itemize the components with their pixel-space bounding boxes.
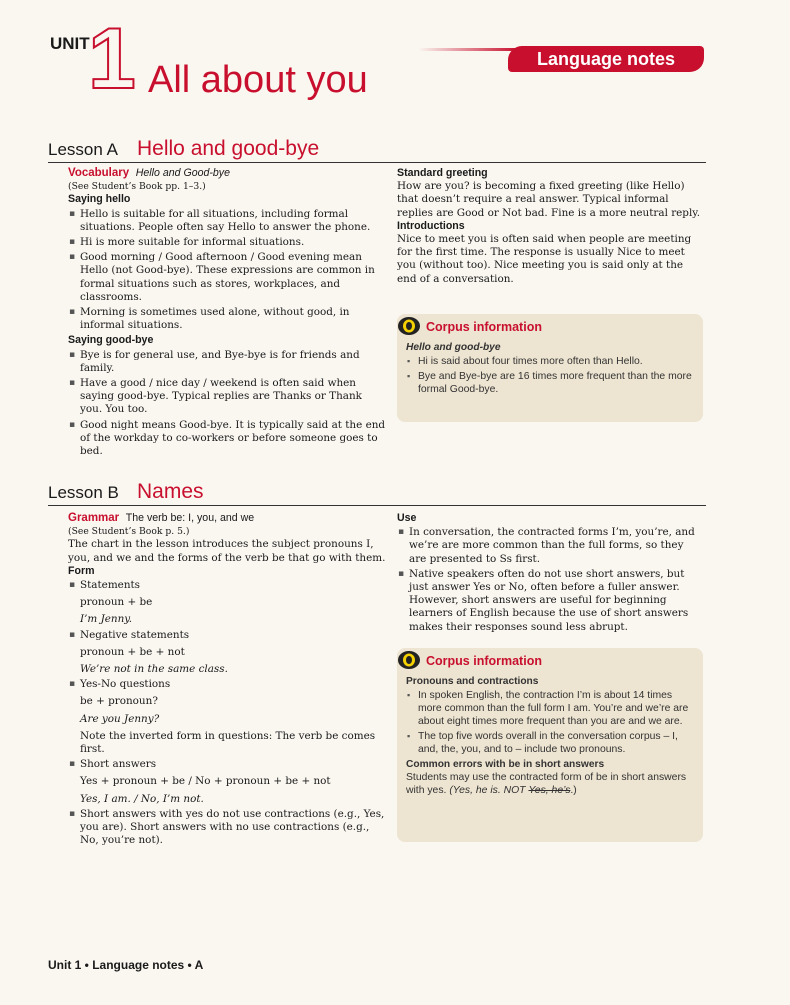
- vocabulary-keyword: Vocabulary: [68, 167, 130, 179]
- grammar-reference: (See Student’s Book p. 5.): [68, 526, 190, 538]
- list-item: ▪ Morning is sometimes used alone, without good, in informal situations.: [68, 306, 386, 332]
- use-heading: Use: [397, 512, 417, 524]
- introductions-heading: Introductions: [397, 219, 465, 232]
- form-example: We’re not in the same class.: [80, 663, 228, 676]
- list-item: ▪ Have a good / nice day / weekend is often said when saying good-bye. Typical replies are Thanks or Thank you. You too.: [68, 377, 386, 417]
- grammar-keyword: Grammar: [68, 512, 120, 524]
- corpus-box-a: [397, 314, 703, 422]
- lesson-b-header: [48, 479, 706, 506]
- lesson-b-right-column: [397, 512, 703, 636]
- form-label: ▪ Negative statements: [80, 628, 190, 641]
- list-item: ▪ Bye is for general use, and Bye-bye is for friends and family.: [68, 349, 386, 375]
- form-example: I’m Jenny.: [80, 613, 133, 626]
- unit-number: 1: [88, 11, 136, 107]
- list-item: [68, 758, 386, 806]
- list-item: ▪ The top five words overall in the conversation corpus – I, and, the, you, and to – include two pronouns.: [406, 730, 694, 756]
- vocabulary-topic: Hello and Good-bye: [135, 167, 230, 179]
- form-example: Are you Jenny?: [80, 712, 160, 725]
- saying-goodbye-heading: Saying good-bye: [68, 334, 154, 347]
- form-note: Note the inverted form in questions: The verb be comes first.: [80, 729, 376, 756]
- list-item: ▪ Hi is said about four times more often than Hello.: [406, 355, 694, 368]
- use-list: [397, 526, 703, 634]
- list-item: ▪ Hi is more suitable for informal situations.: [68, 236, 386, 249]
- eye-icon: [397, 650, 421, 670]
- form-formula: be + pronoun?: [80, 695, 158, 708]
- corpus-heading: Common errors with be in short answers: [406, 759, 605, 770]
- banner-line: [418, 48, 518, 51]
- list-item: ▪ In spoken English, the contraction I’m is about 14 times more common than the full form I am. You’re and we’re are about eight times more frequent than you are and we are.: [406, 689, 694, 728]
- saying-hello-heading: Saying hello: [68, 193, 131, 206]
- form-label: ▪ Yes-No questions: [80, 678, 171, 691]
- corpus-heading: Hello and good-bye: [406, 342, 501, 353]
- list-item: [68, 629, 386, 677]
- form-formula: pronoun + be + not: [80, 645, 185, 658]
- vocabulary-reference: (See Student’s Book pp. 1–3.): [68, 181, 206, 193]
- list-item: ▪ Good night means Good-bye. It is typically said at the end of the workday to co-workers or before someone goes to bed.: [68, 419, 386, 459]
- language-notes-banner: Language notes: [508, 46, 704, 72]
- standard-greeting-heading: Standard greeting: [397, 167, 488, 179]
- list-item: ▪ Good morning / Good afternoon / Good evening mean Hello (not Good-bye). These expressions are common in formal situations such as stores, workplaces, and classrooms.: [68, 251, 386, 304]
- list-item: ▪ Hello is suitable for all situations, including formal situations. People often say Hello to answer the phone.: [68, 208, 386, 234]
- grammar-topic: The verb be: I, you, and we: [125, 512, 255, 524]
- corpus-title: Corpus information: [426, 654, 542, 668]
- lesson-a-title: Hello and good-bye: [137, 137, 320, 160]
- form-label: ▪ Short answers: [80, 758, 157, 771]
- list-item: ▪ Native speakers often do not use short answers, but just answer Yes or No, often before a fuller answer. However, short answers are useful for beginning learners of English because the use of short answers makes their responses sound less abrupt.: [397, 568, 703, 634]
- form-formula: Yes + pronoun + be / No + pronoun + be + not: [80, 775, 331, 788]
- lesson-b-title: Names: [137, 480, 204, 503]
- lesson-a-header: [48, 136, 706, 163]
- form-heading: Form: [68, 564, 95, 577]
- eye-icon: [397, 316, 421, 336]
- unit-label: UNIT: [50, 34, 90, 53]
- standard-greeting-text: How are you? is becoming a fixed greeting (like Hello) that doesn’t require a real answer. Typical informal replies are Good or Not bad. Fine is a more neutral reply.: [397, 180, 701, 219]
- saying-goodbye-list: [68, 349, 386, 459]
- lesson-a-right-column: [397, 167, 703, 286]
- lesson-a-label: Lesson A: [48, 140, 118, 159]
- list-item: ▪ Short answers with yes do not use contractions (e.g., Yes, you are). Short answers with no use contractions (e.g., No, you’re not).: [68, 808, 386, 848]
- list-item: [68, 678, 386, 756]
- corpus-text: Students may use the contracted form of be in short answers with yes. (Yes, he is. NOT Yes, he’s.): [406, 772, 687, 796]
- list-item: [68, 579, 386, 627]
- list-item: ▪ Bye and Bye-bye are 16 times more frequent than the more formal Good-bye.: [406, 370, 694, 396]
- introductions-text: Nice to meet you is often said when people are meeting for the first time. The response is usually Nice to meet you (without too). Nice meeting you is said only at the end of a conversation.: [397, 233, 692, 285]
- form-list: [68, 579, 386, 847]
- list-item: ▪ In conversation, the contracted forms I’m, you’re, and we’re are more common than the full forms, so they are presented to Ss first.: [397, 526, 703, 566]
- corpus-box-b: [397, 648, 703, 842]
- lesson-b-left-column: [68, 512, 386, 849]
- page-footer: Unit 1 • Language notes • A: [48, 958, 204, 972]
- form-label: ▪ Statements: [80, 579, 141, 592]
- corpus-heading: Pronouns and contractions: [406, 676, 539, 687]
- page-title: All about you: [148, 59, 368, 101]
- corpus-title: Corpus information: [426, 320, 542, 334]
- form-example: Yes, I am. / No, I’m not.: [80, 792, 204, 805]
- grammar-intro: The chart in the lesson introduces the subject pronouns I, you, and we and the forms of the verb be that go with them.: [68, 538, 386, 564]
- lesson-a-left-column: [68, 167, 386, 460]
- lesson-b-label: Lesson B: [48, 483, 119, 502]
- form-formula: pronoun + be: [80, 596, 153, 609]
- saying-hello-list: [68, 208, 386, 333]
